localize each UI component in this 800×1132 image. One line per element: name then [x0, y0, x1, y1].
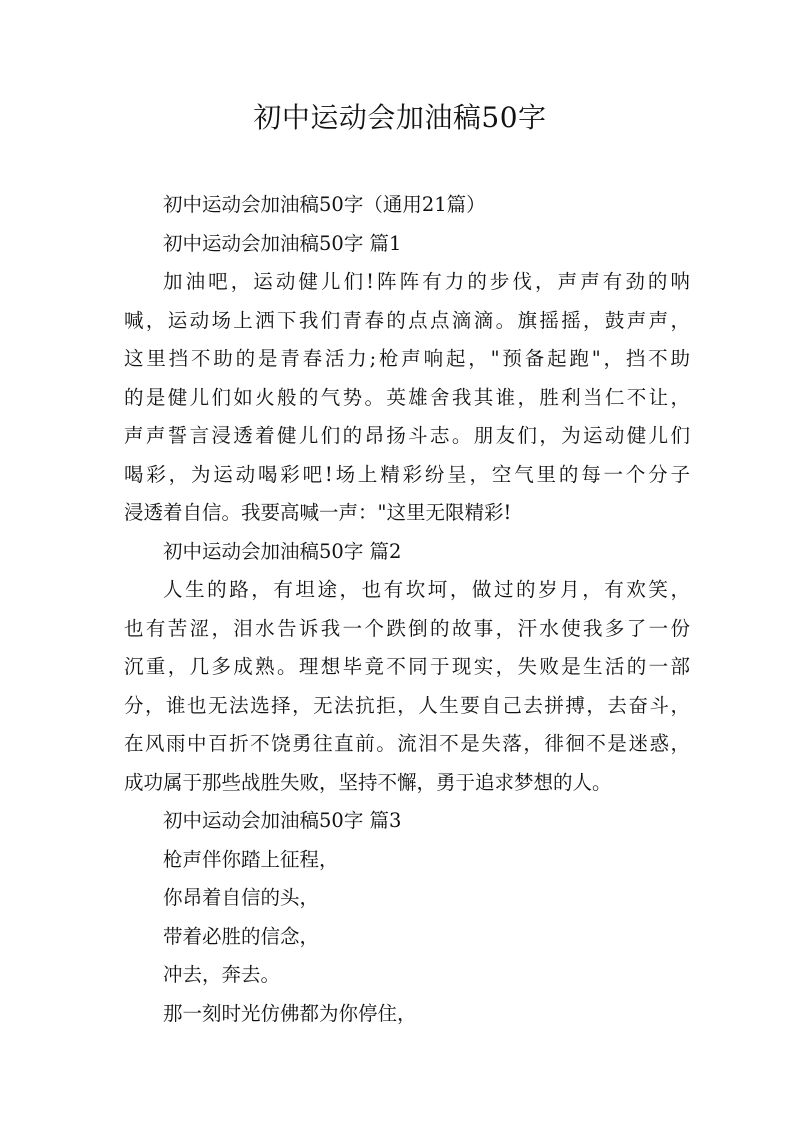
paragraph-line: 也有苦涩，泪水告诉我一个跌倒的故事，汗水使我多了一份 [124, 616, 690, 640]
poem-line: 你昂着自信的头， [163, 886, 320, 909]
paragraph-line: 沉重，几多成熟。理想毕竟不同于现实，失败是生活的一部 [124, 655, 690, 678]
poem-line: 枪声伴你踏上征程， [163, 847, 339, 871]
document-subtitle: 初中运动会加油稿50字（通用21篇） [163, 193, 486, 216]
section-paragraph [124, 263, 690, 533]
section-heading: 初中运动会加油稿50字 篇2 [163, 539, 402, 563]
document-body [124, 186, 690, 1033]
paragraph-line: 加油吧，运动健儿们!阵阵有力的步伐，声声有劲的呐 [163, 270, 690, 293]
document-title: 初中运动会加油稿50字 [253, 101, 547, 134]
section-heading: 初中运动会加油稿50字 篇1 [163, 231, 402, 255]
poem-line: 冲去，奔去。 [163, 963, 281, 986]
section-heading: 初中运动会加油稿50字 篇3 [163, 809, 402, 832]
paragraph-line: 的是健儿们如火般的气势。英雄舍我其谁，胜利当仁不让， [124, 385, 690, 409]
paragraph-line: 喊，运动场上洒下我们青春的点点滴滴。旗摇摇，鼓声声， [124, 308, 690, 332]
paragraph-line: 成功属于那些战胜失败，坚持不懈，勇于追求梦想的人。 [124, 770, 612, 794]
paragraph-line: 在风雨中百折不饶勇往直前。流泪不是失落，徘徊不是迷惑， [124, 732, 690, 755]
paragraph-line: 浸透着自信。我要高喊一声："这里无限精彩! [124, 501, 512, 524]
paragraph-line: 分，谁也无法选择，无法抗拒，人生要自己去拼搏，去奋斗， [124, 693, 690, 717]
paragraph-line: 人生的路，有坦途，也有坎坷，做过的岁月，有欢笑， [163, 578, 690, 601]
poem-stanza [124, 841, 690, 1034]
poem-line: 那一刻时光仿佛都为你停住， [163, 1001, 417, 1025]
paragraph-line: 喝彩，为运动喝彩吧!场上精彩纷呈，空气里的每一个分子 [124, 462, 690, 486]
poem-line: 带着必胜的信念， [163, 924, 320, 948]
paragraph-line: 这里挡不助的是青春活力;枪声响起，"预备起跑"，挡不助 [124, 347, 690, 370]
section-paragraph [124, 571, 690, 802]
paragraph-line: 声声誓言浸透着健儿们的昂扬斗志。朋友们，为运动健儿们 [124, 424, 690, 447]
